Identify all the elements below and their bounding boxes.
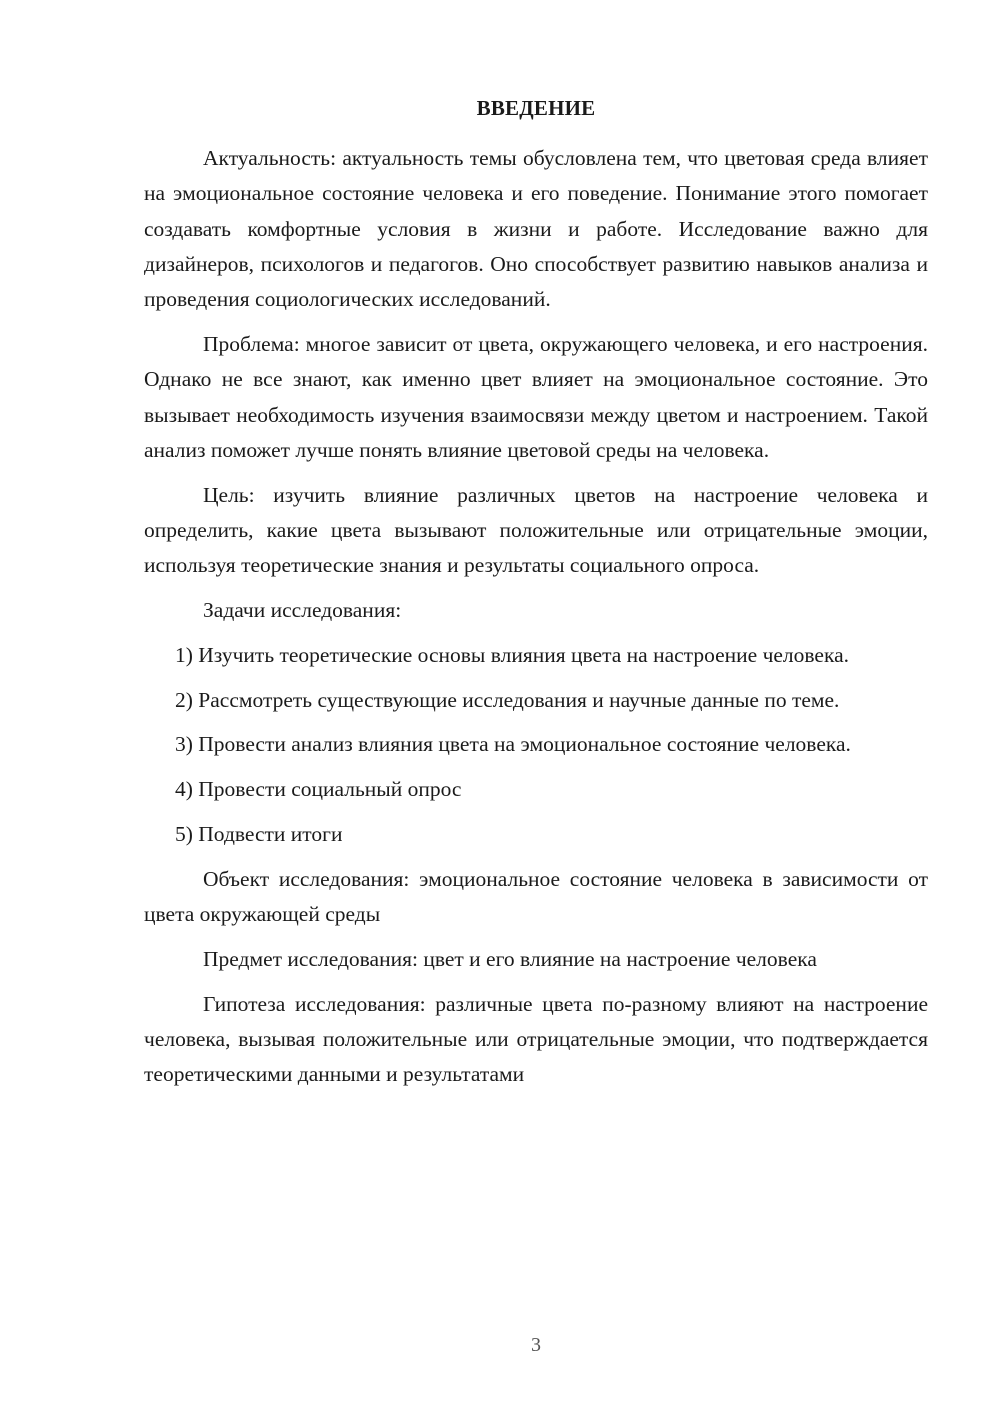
task-item-3: 3) Провести анализ влияния цвета на эмоциональное состояние человека. <box>175 732 851 757</box>
section-heading: ВВЕДЕНИЕ <box>476 96 596 120</box>
page-number: 3 <box>531 1334 541 1356</box>
paragraph-object: Объект исследования: эмоциональное состояние человека в зависимости от цвета окружающей среды <box>144 866 928 927</box>
task-item-2: 2) Рассмотреть существующие исследования и научные данные по теме. <box>175 687 840 712</box>
paragraph-relevance: Актуальность: актуальность темы обусловлена тем, что цветовая среда влияет на эмоциональное состояние человека и его поведение. Понимание этого помогает создавать комфортные условия в жизни и работе. Исследование важно для дизайнеров, психологов и педагогов. Оно способствует развитию навыков анализа и проведения социологических исследований. <box>144 146 928 312</box>
task-item-4: 4) Провести социальный опрос <box>175 777 462 802</box>
paragraph-subject: Предмет исследования: цвет и его влияние на настроение человека <box>203 946 817 971</box>
paragraph-goal: Цель: изучить влияние различных цветов на настроение человека и определить, какие цвета вызывают положительные или отрицательные эмоции, используя теоретические знания и результаты социального опроса. <box>144 482 928 578</box>
task-item-1: 1) Изучить теоретические основы влияния цвета на настроение человека. <box>175 642 850 667</box>
task-item-5: 5) Подвести итоги <box>175 822 343 847</box>
paragraph-tasks-heading: Задачи исследования: <box>203 598 402 623</box>
document-body <box>144 141 928 1093</box>
paragraph-problem: Проблема: многое зависит от цвета, окружающего человека, и его настроения. Однако не все знают, как именно цвет влияет на эмоциональное состояние. Это вызывает необходимость изучения взаимосвязи между цветом и настроением. Такой анализ поможет лучше понять влияние цветовой среды на человека. <box>144 331 928 462</box>
paragraph-hypothesis: Гипотеза исследования: различные цвета по-разному влияют на настроение человека, вызывая положительные или отрицательные эмоции, что подтверждается теоретическими данными и результатами <box>144 991 928 1087</box>
